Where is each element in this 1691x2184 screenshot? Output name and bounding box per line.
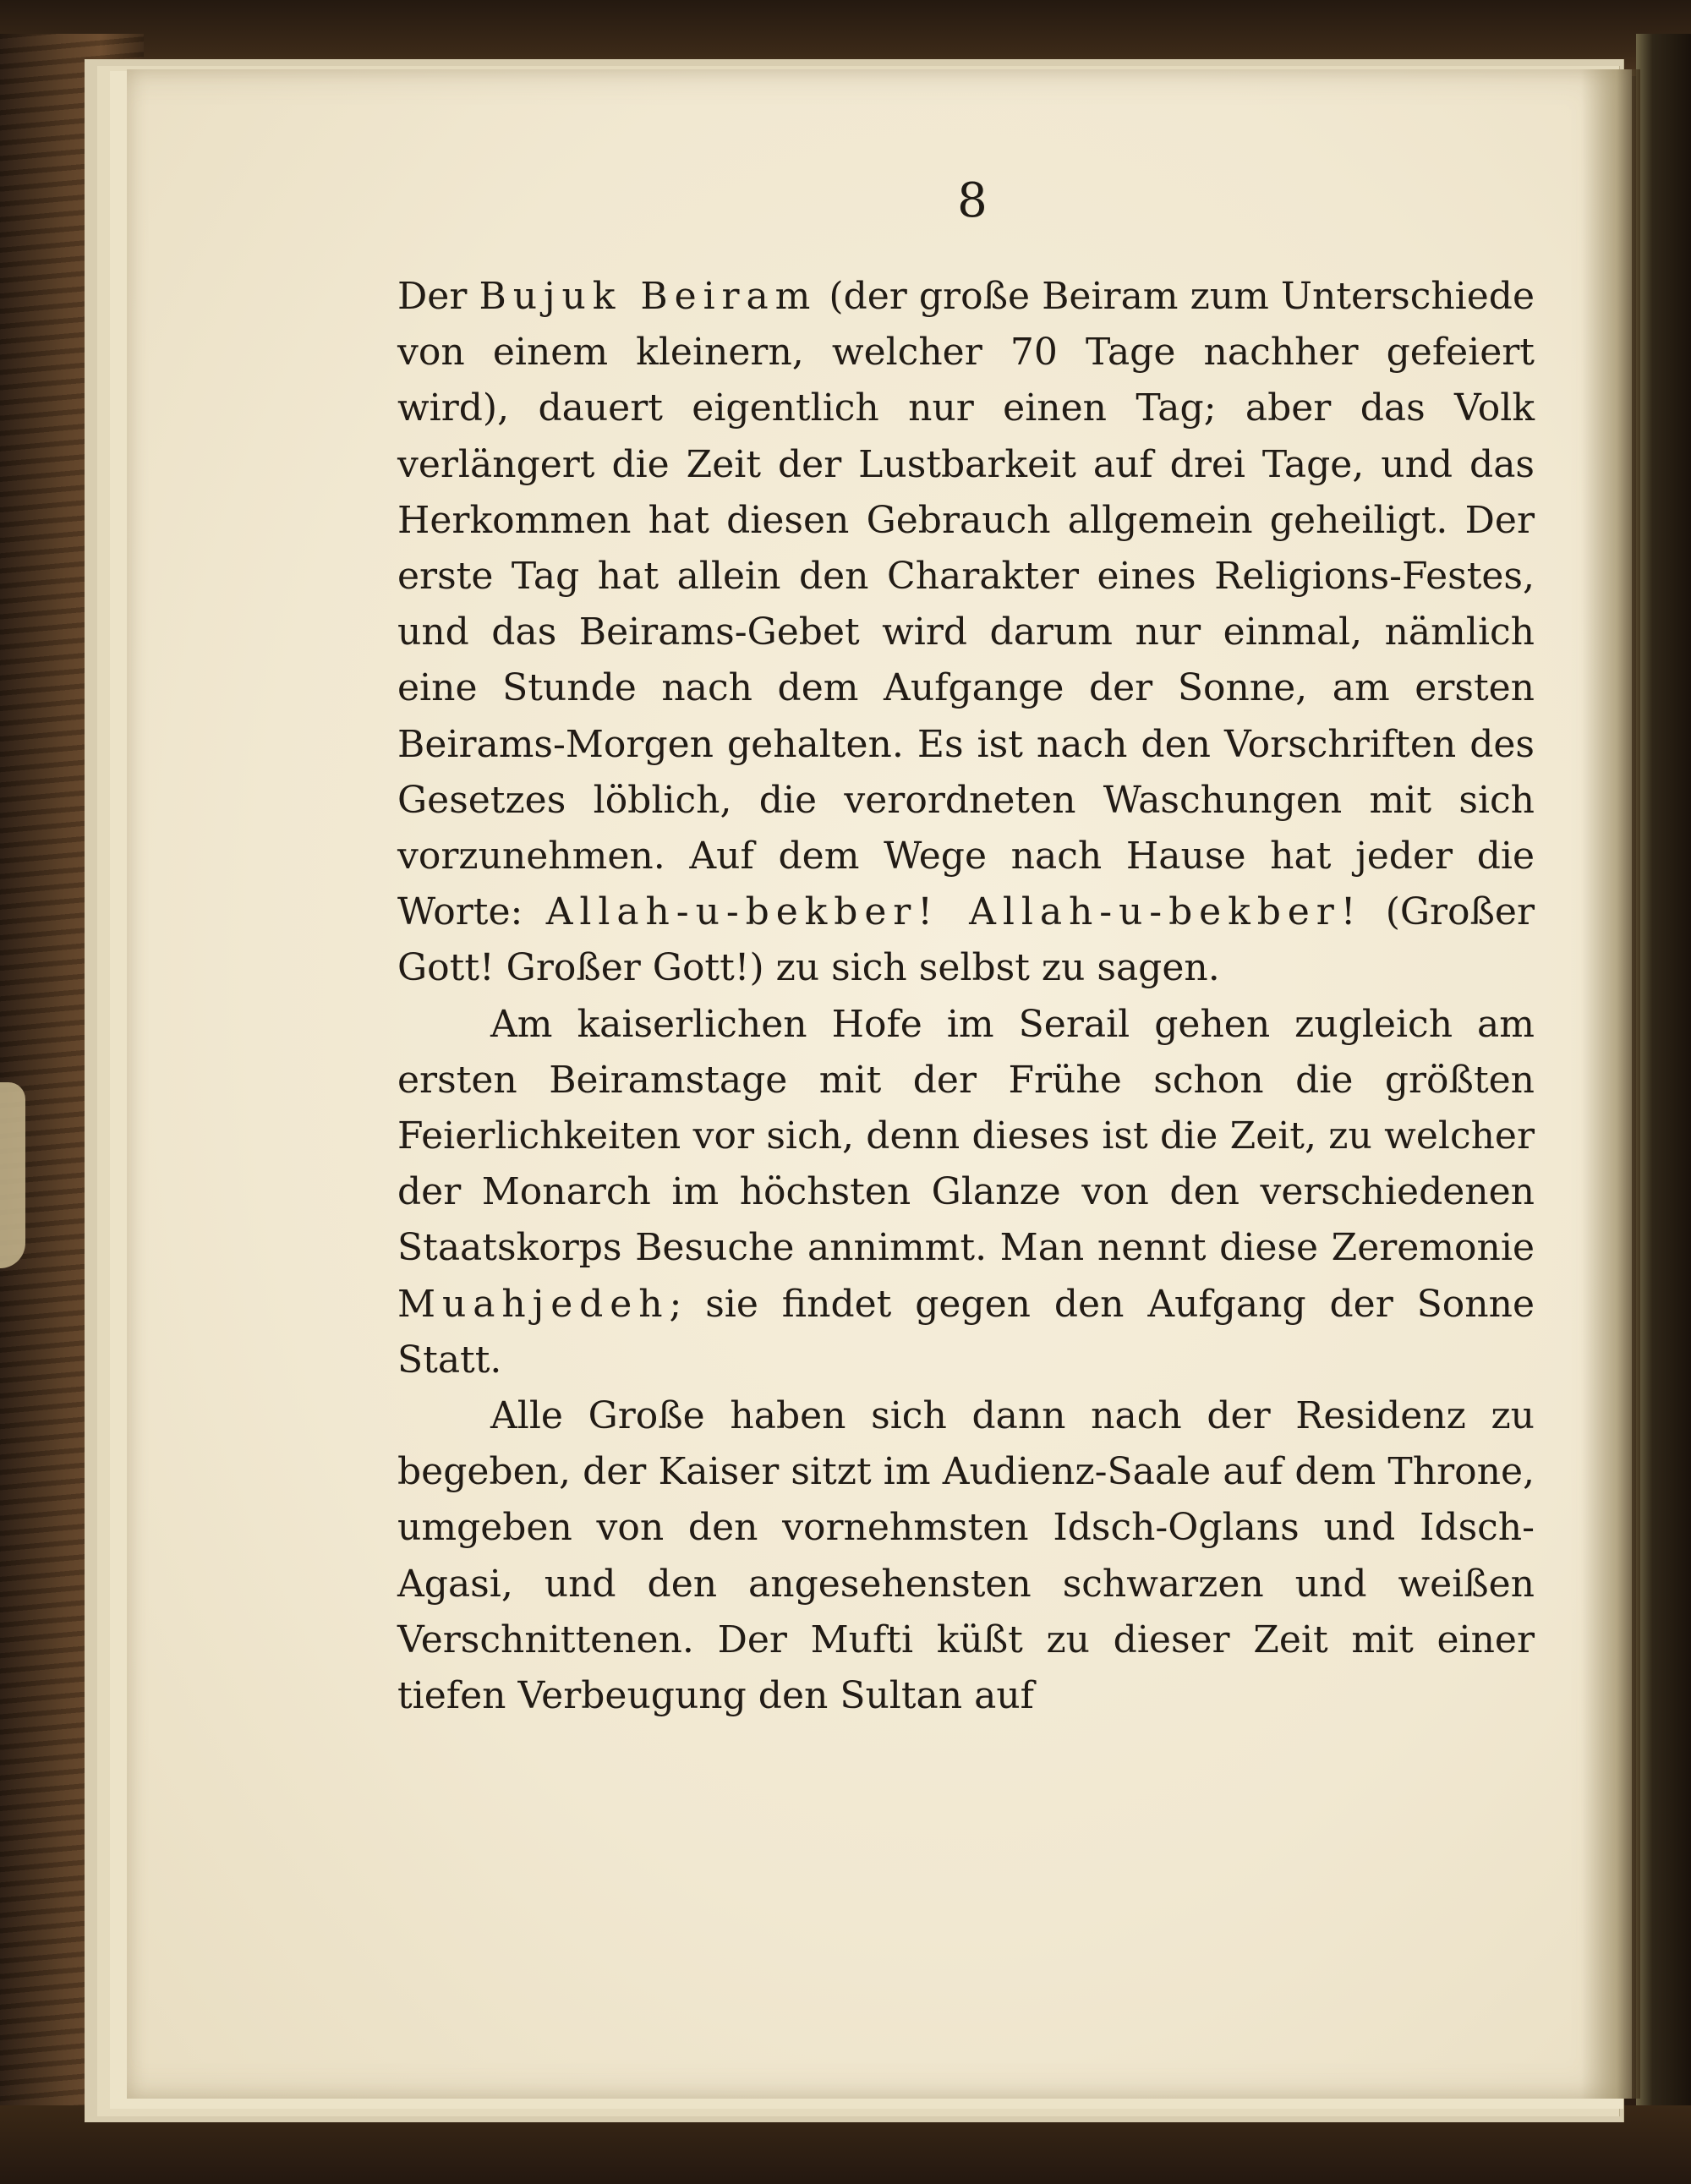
cover-wear-spot [0,1082,25,1268]
text-segment: Alle Große haben sich dann nach der Residenz zu begeben, der Kaiser sitzt im Audienz-Saale auf dem Throne, umgeben von den vornehmsten Idsch-Oglans und Idsch-Agasi, und den angesehensten schwarzen und weißen Verschnittenen. Der Mufti küßt zu dieser Zeit mit einer tiefen Verbeugung den Sultan auf [397,1394,1535,1718]
gutter-shadow [1581,69,1640,2099]
paragraph [397,1388,1535,1724]
text-segment: (der große Beiram zum Unterschiede von einem kleinern, welcher 70 Tage nachher gefeiert wird), dauert eigentlich nur einen Tag; aber das Volk verlängert die Zeit der Lustbarkeit auf drei Tage, und das Herkommen hat diesen Gebrauch allgemein geheiligt. Der erste Tag hat allein den Charakter eines Religions-Festes, und das Beirams-Gebet wird darum nur einmal, nämlich eine Stunde nach dem Aufgange der Sonne, am ersten Beirams-Morgen gehalten. Es ist nach den Vorschriften des Gesetzes löblich, die verordneten Waschungen mit sich vorzunehmen. Auf dem Wege nach Hause hat jeder die Worte: [397,275,1535,934]
spaced-emphasis-text: Allah-u-bekber! Allah-u-bekber! [545,890,1363,934]
text-segment: (Großer Gott! Großer Gott!) zu sich selbst zu sagen. [397,890,1535,990]
text-segment: Am kaiserlichen Hofe im Serail gehen zugleich am ersten Beiramstage mit der Frühe schon die größten Feierlichkeiten vor sich, denn dieses ist die Zeit, zu welcher der Monarch im höchsten Glanze von den verschiedenen Staatskorps Besuche annimmt. Man nennt diese Zeremonie [397,1002,1535,1270]
book-cover-right [1636,34,1691,2184]
body-text [397,269,1535,1724]
spaced-emphasis-text: Bujuk Beiram [479,275,818,318]
paragraph [397,269,1535,997]
text-segment: ; sie findet gegen den Aufgang der Sonne Statt. [397,1282,1535,1382]
paragraph [397,997,1535,1388]
spaced-emphasis-text: Muahjedeh [397,1282,670,1326]
page-number: 8 [957,173,988,228]
text-segment: Der [397,275,479,318]
